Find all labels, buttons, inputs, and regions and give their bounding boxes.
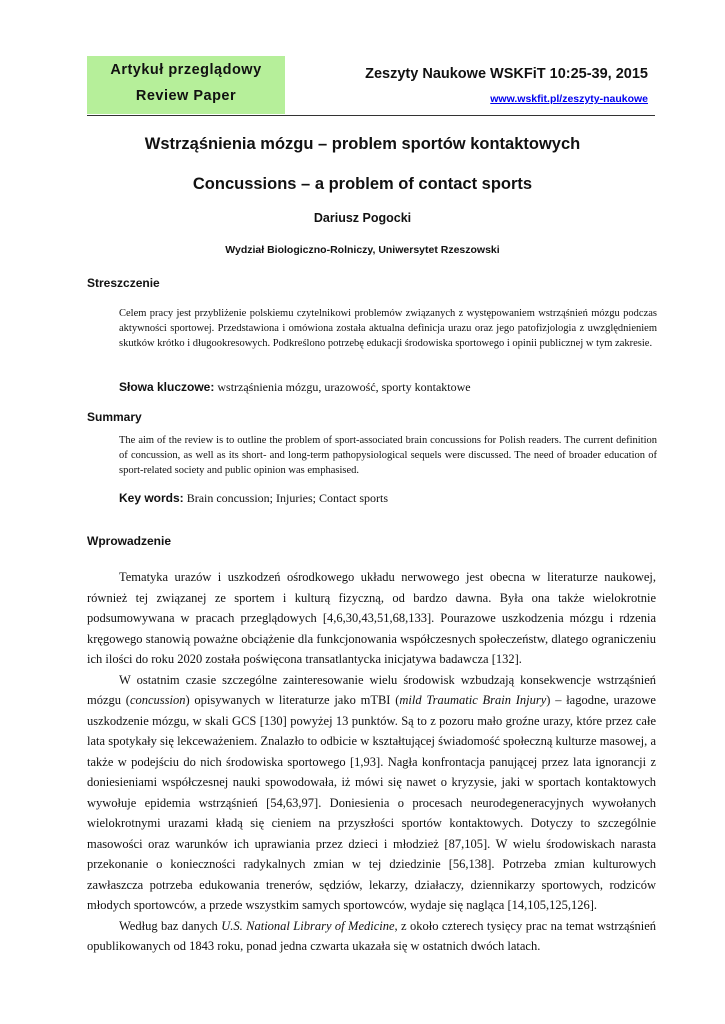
intro-body [87, 567, 656, 957]
summary-text: The aim of the review is to outline the problem of sport-associated brain concussions for Polish readers. The current definition of concussion, as well as its short- and long-term pathopysiological sequels were discussed. The need of broader education of sport-related society and public opinion was emphasised. [119, 435, 657, 476]
journal-url-link[interactable]: www.wskfit.pl/zeszyty-naukowe [490, 93, 648, 105]
term-concussion: concussion [129, 693, 186, 707]
author-name: Dariusz Pogocki [313, 211, 412, 225]
english-keywords-list: Brain concussion; Injuries; Contact sports [186, 491, 388, 505]
polish-keywords [119, 380, 659, 395]
intro-paragraph-1: Tematyka urazów i uszkodzeń ośrodkowego układu nerwowego jest obecna w literaturze naukowej, również tej związanej ze sportem i kulturą fizyczną, od bardzo dawna. Była ona także wielokrotnie podsumowywana w pracach przeglądowych [4,6,30,43,51,68,133]. Pourazowe uszkodzenia mózgu i rdzenia kręgowego stanowią poważne obciążenie dla funkcjonowania współczesnych społeczeństw, dlatego ograniczeniu ich ilości do roku 2020 została poświęcona transatlantycka inicjatywa badawcza [132]. [87, 570, 656, 666]
streszczenie-text: Celem pracy jest przybliżenie polskiemu czytelnikowi problemów związanych z występowaniem wstrząśnień mózgu podczas aktywności sportowej. Przedstawiona i omówiona została aktualna definicja urazu oraz jego patofizjologia z uwzględnieniem skutków krótko i długookresowych. Podkreślono potrzebę edukacji środowiska sportowego i opinii publicznej w tym zakresie. [119, 308, 657, 349]
intro-paragraph-3 [87, 916, 656, 957]
intro-p2-text-c: ) – łagodne, urazowe uszkodzenie mózgu, w skali GCS [130] powyżej 13 punktów. Są to z pozoru mało groźne urazy, które przez całe lata spotykały się lekceważeniem. Znalazło to odbicie w kształtującej świadomość społeczną kulturze masowej, a także w podejściu do nich środowiska sportowego [1,93]. Nagła konfrontacja panującej przez lata ignorancji z doniesieniami współczesnej nauki spowodowała, iż mówi się nawet o kryzysie, jaki w sportach kontaktowych wywołuje epidemia wstrząśnień [54,63,97]. Doniesienia o procesach neurodegeneracyjnych wywołanych wielokrotnymi urazami kładą się cieniem na przyszłości sportów kontaktowych. Dotyczy to szczególnie masowości oraz warunków ich uprawiania przez dzieci i młodzież [87,105]. W wielu środowiskach narasta przekonanie o konieczności radykalnych zmian w tej dziedzinie [56,138]. Potrzeba zmian kulturowych zawłaszcza potrzeba edukowania trenerów, sędziów, lekarzy, działaczy, dziennikarzy sportowych, rodziców młodych sportowców, a przede wszystkim samych sportowców, wydaje się nagląca [14,105,125,126]. [87, 693, 656, 912]
polish-keywords-list: wstrząśnienia mózgu, urazowość, sporty kontaktowe [217, 380, 471, 394]
article-type-pl: Artykuł przeglądowy [110, 62, 262, 78]
article-type-badge [87, 56, 285, 114]
streszczenie-heading: Streszczenie [87, 276, 160, 290]
title-english: Concussions – a problem of contact sports [192, 175, 533, 193]
header-divider [87, 115, 655, 116]
term-mtbi: mild Traumatic Brain Injury [399, 693, 547, 707]
intro-p2-text-a: W ostatnim czasie szczególne zainteresowanie wielu środowisk wzbudzają konsekwencje wstrząśnień mózgu ( [87, 672, 656, 707]
intro-p3-text-b: , z około czterech tysięcy prac na temat wstrząśnień opublikowanych od 1843 roku, ponad jedna czwarta ukazała się w ostatnich dwóch latach. [87, 918, 656, 953]
english-keywords [119, 491, 659, 506]
author-affiliation: Wydział Biologiczno-Rolniczy, Uniwersytet Rzeszowski [225, 244, 500, 256]
summary-heading: Summary [87, 410, 142, 424]
intro-heading: Wprowadzenie [87, 534, 172, 548]
term-nlm: U.S. National Library of Medicine [221, 918, 395, 933]
english-keywords-label: Key words: [119, 491, 184, 505]
intro-p3-text-a: Według baz danych [119, 918, 222, 933]
journal-citation: Zeszyty Naukowe WSKFiT 10:25-39, 2015 [365, 66, 648, 82]
title-polish: Wstrząśnienia mózgu – problem sportów kontaktowych [144, 135, 581, 153]
polish-keywords-label: Słowa kluczowe: [119, 380, 215, 394]
intro-paragraph-2 [87, 670, 656, 916]
article-type-en: Review Paper [135, 88, 237, 104]
intro-p2-text-b: ) opisywanych w literaturze jako mTBI ( [185, 693, 400, 707]
